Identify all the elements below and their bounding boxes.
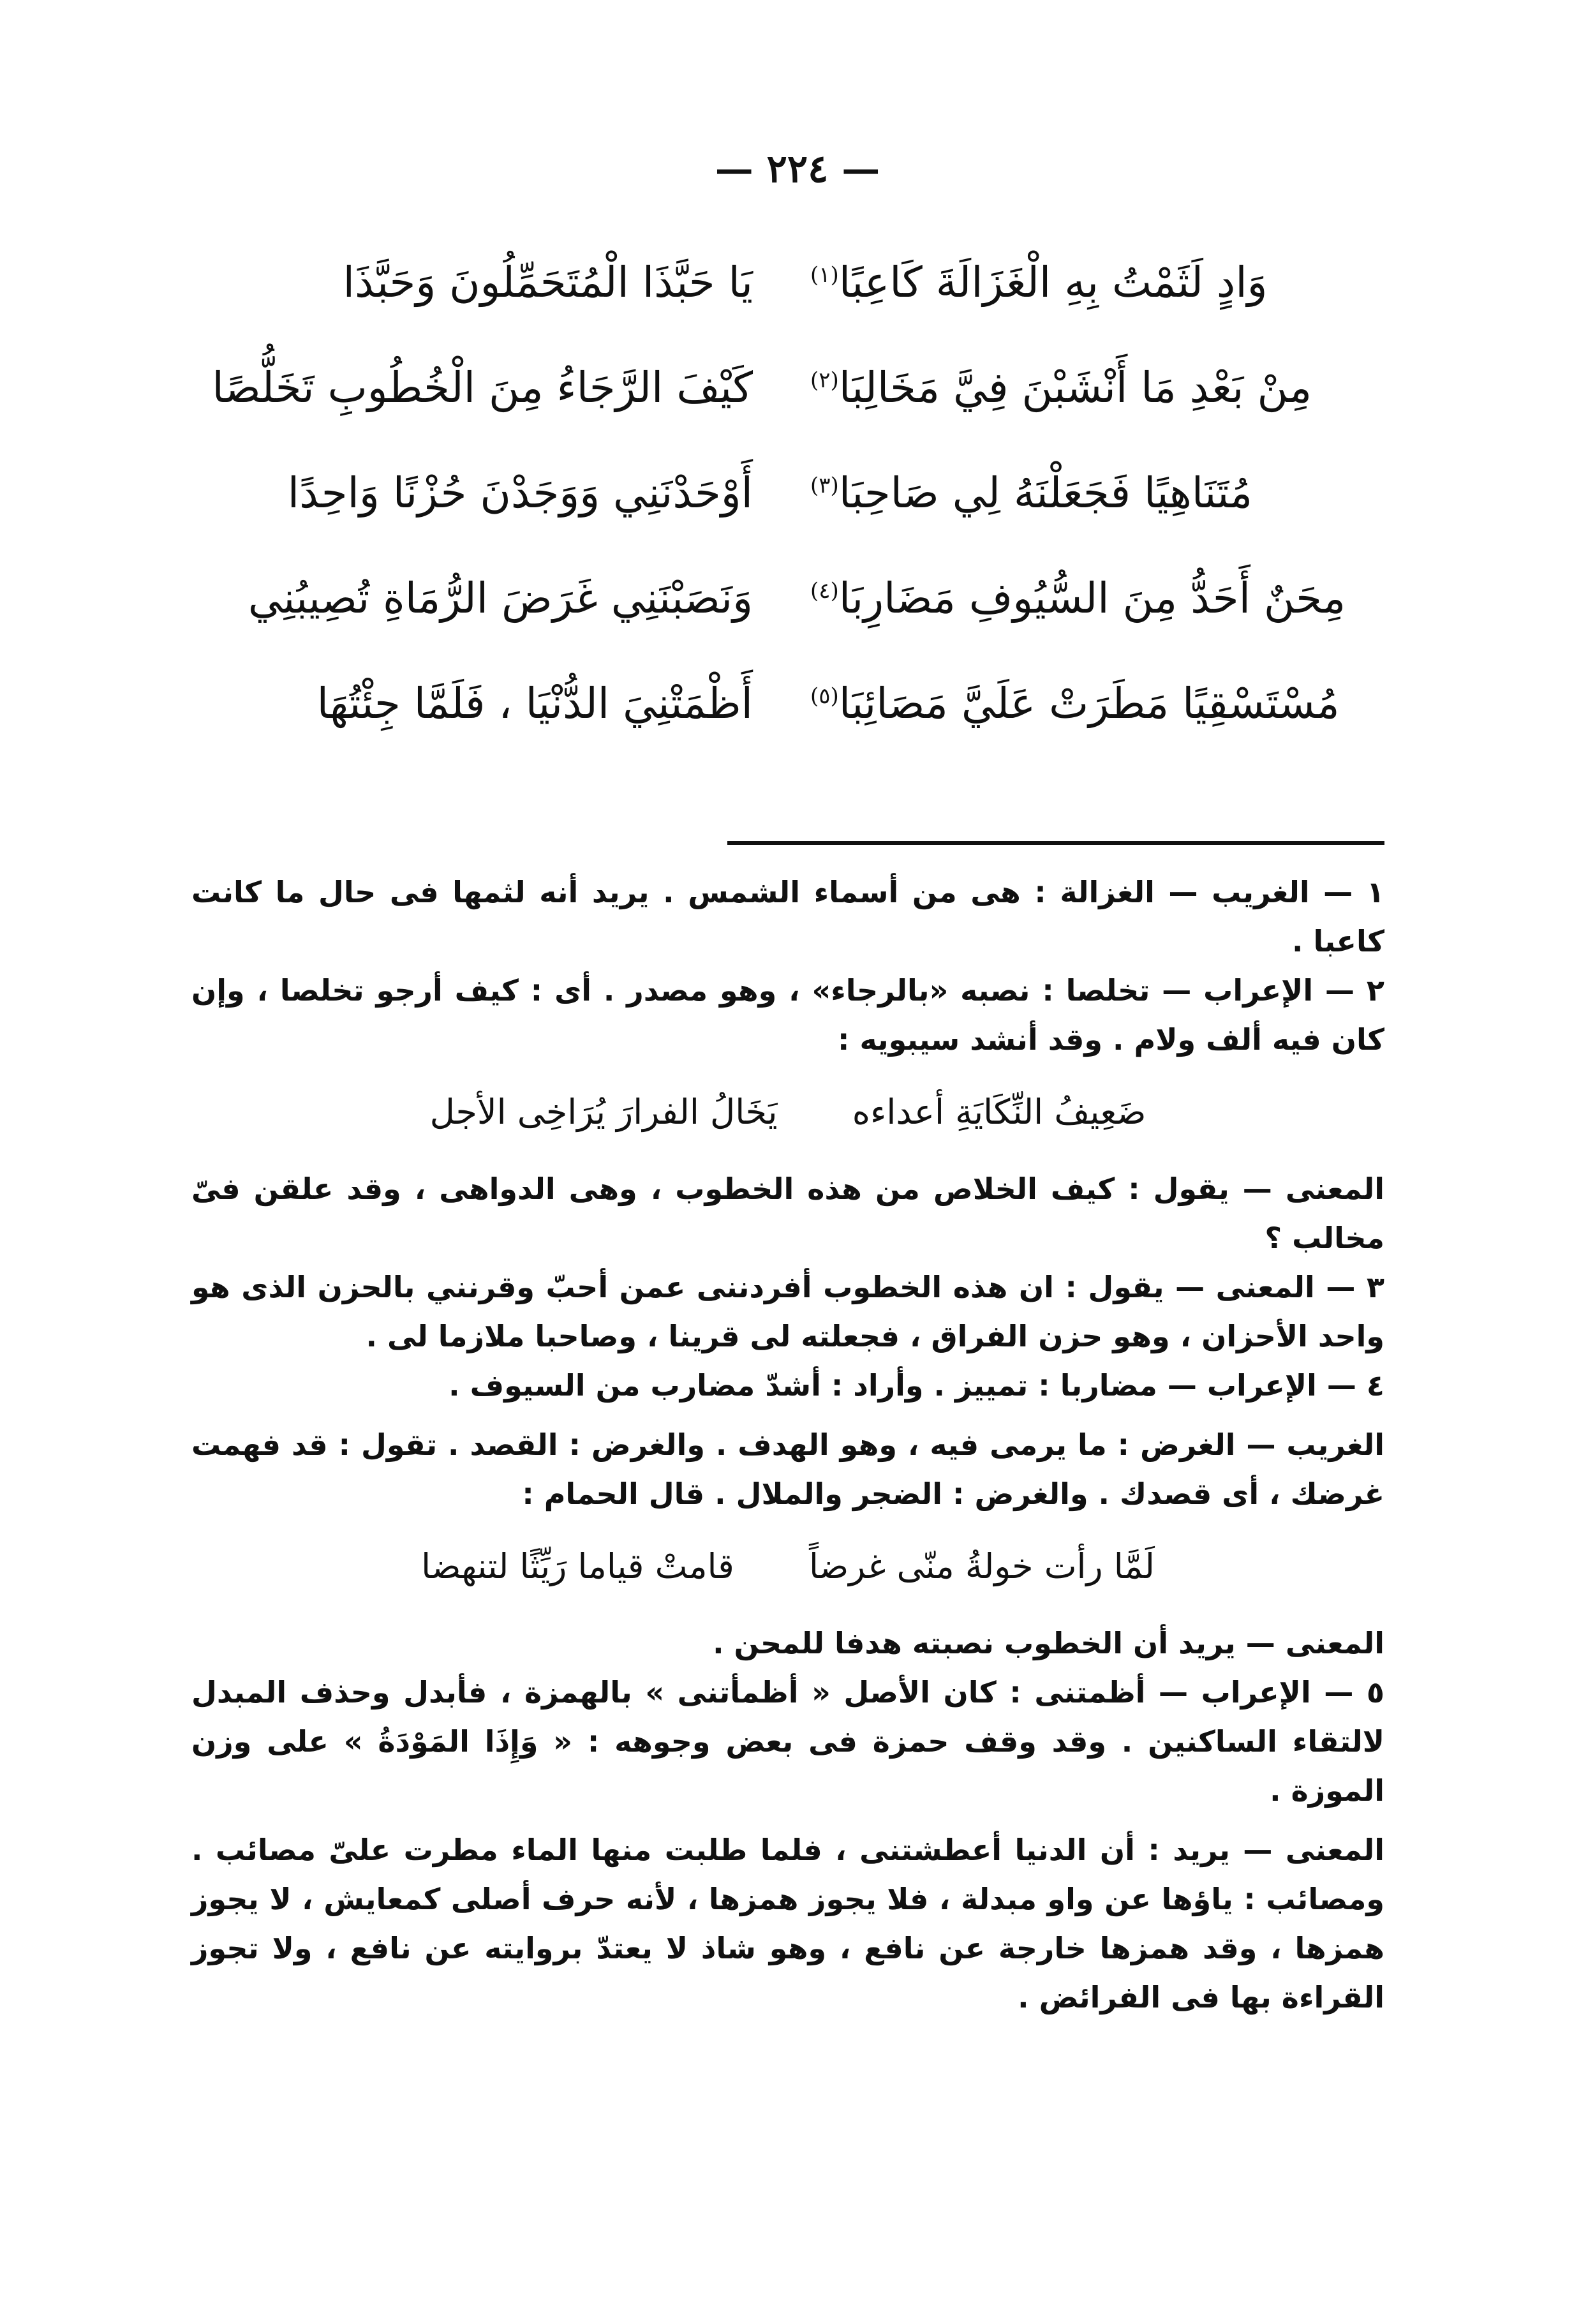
verse-line-1 — [191, 230, 1372, 335]
footnote-3: ٣ — المعنى — يقول : ان هذه الخطوب أفردننى عمن أحبّ وقرنني بالحزن الذى هو واحد الأحزان ، وهو حزن الفراق ، فجعلته لى قرينا ، وصاحبا ملازما لى . — [191, 1270, 1384, 1353]
verse-first-hemistich: يَا حَبَّذَا الْمُتَحَمِّلُونَ وَحَبَّذَا — [343, 257, 753, 307]
quoted-hemistich-first: لَمَّا رأت خولةُ منّى غرضاً — [808, 1546, 1155, 1586]
verse-second-hemistich — [810, 257, 1372, 308]
footnote-5-grammar: ٥ — الإعراب — أظمتنى : كان الأصل « أظمأتنى » بالهمزة ، فأبدل وحذف المبدل لالتقاء الساكنين . وقد وقف حمزة فى بعض وجوهه : « وَإِذَا المَوْدَةُ » على وزن الموزة . — [191, 1675, 1384, 1808]
verse-line-3 — [191, 440, 1372, 546]
verse-second-hemistich — [810, 678, 1372, 729]
verse-line-2 — [191, 335, 1372, 440]
verse-line-4 — [191, 546, 1372, 651]
verse-text: مِحَنٌ أَحَدُّ مِنَ السُّيُوفِ مَضَارِبَا — [838, 573, 1346, 623]
footnote-4-grammar: ٤ — الإعراب — مضاربا : تمييز . وأراد : أشدّ مضارب من السيوف . — [449, 1368, 1384, 1403]
poem-verses — [191, 230, 1372, 756]
quoted-hemistich-first: ضَعِيفُ النِّكَايَةِ أعداءه — [852, 1092, 1146, 1132]
page-number: — ٢٢٤ — — [715, 147, 880, 191]
verse-first-hemistich: أَظْمَتْنِيَ الدُّنْيَا ، فَلَمَّا جِئْتُهَا — [316, 678, 753, 728]
footnote-marker: (٥) — [810, 683, 839, 709]
verse-text: مِنْ بَعْدِ مَا أَنْشَبْنَ فِيَّ مَخَالِبَا — [838, 362, 1312, 412]
verse-second-hemistich — [810, 573, 1372, 623]
footnote-marker: (٣) — [810, 472, 839, 498]
footnote-4-meaning: المعنى — يريد أن الخطوب نصبته هدفا للمحن . — [713, 1626, 1384, 1660]
footnote-marker: (١) — [810, 262, 839, 288]
verse-second-hemistich — [810, 362, 1372, 413]
quoted-hemistich-second: قامتْ قياما رَيِّثًا لتنهضا — [421, 1546, 734, 1586]
footnote-1: ١ — الغريب — الغزالة : هى من أسماء الشمس . يريد أنه لثمها فى حال ما كانت كاعبا . — [191, 875, 1384, 958]
verse-text: وَادٍ لَثَمْتُ بِهِ الْغَزَالَةَ كَاعِبًا — [838, 257, 1268, 307]
footnote-2-meaning: المعنى — يقول : كيف الخلاص من هذه الخطوب ، وهى الدواهى ، وقد علقن فىّ مخالب ؟ — [191, 1172, 1384, 1255]
verse-line-5 — [191, 651, 1372, 756]
verse-first-hemistich: أَوْحَدْنَنِي وَوَجَدْنَ حُزْنًا وَاحِدًا — [287, 468, 753, 518]
footnote-5-meaning: المعنى — يريد : أن الدنيا أعطشتنى ، فلما طلبت منها الماء مطرت علىّ مصائب . ومصائب : ياؤها عن واو مبدلة ، فلا يجوز همزها ، لأنه حرف أصلى كمعايش ، لا يجوز همزها ، وقد همزها خارجة عن نافع ، وهو شاذ لا يعتدّ بروايته عن نافع ، ولا تجوز القراءة بها فى الفرائض . — [191, 1833, 1384, 2015]
footnote-marker: (٢) — [810, 367, 839, 393]
verse-first-hemistich: وَنَصَبْنَنِي غَرَضَ الرُّمَاةِ تُصِيبُنِي — [248, 573, 753, 623]
verse-second-hemistich — [810, 468, 1372, 518]
verse-text: مُسْتَسْقِيًا مَطَرَتْ عَلَيَّ مَصَائِبَا — [838, 678, 1340, 728]
footnote-2-grammar: ٢ — الإعراب — تخلصا : نصبه «بالرجاء» ، وهو مصدر . أى : كيف أرجو تخلصا ، وإن كان فيه ألف ولام . وقد أنشد سيبويه : — [191, 973, 1384, 1057]
verse-first-hemistich: كَيْفَ الرَّجَاءُ مِنَ الْخُطُوبِ تَخَلُّصًا — [212, 362, 753, 412]
footnote-marker: (٤) — [810, 577, 839, 604]
quoted-verse-2 — [191, 1542, 1384, 1591]
footnotes — [191, 868, 1384, 2022]
quoted-verse-1 — [191, 1087, 1384, 1136]
quoted-hemistich-second: يَخَالُ الفرارَ يُرَاخِى الأجل — [429, 1092, 778, 1132]
footnote-divider — [727, 841, 1384, 845]
footnote-4-vocabulary: الغريب — الغرض : ما يرمى فيه ، وهو الهدف . والغرض : القصد . تقول : قد فهمت غرضك ، أى قصدك . والغرض : الضجر والملال . قال الحمام : — [191, 1427, 1384, 1511]
verse-text: مُتَنَاهِيًا فَجَعَلْنَهُ لِي صَاحِبَا — [838, 468, 1253, 518]
